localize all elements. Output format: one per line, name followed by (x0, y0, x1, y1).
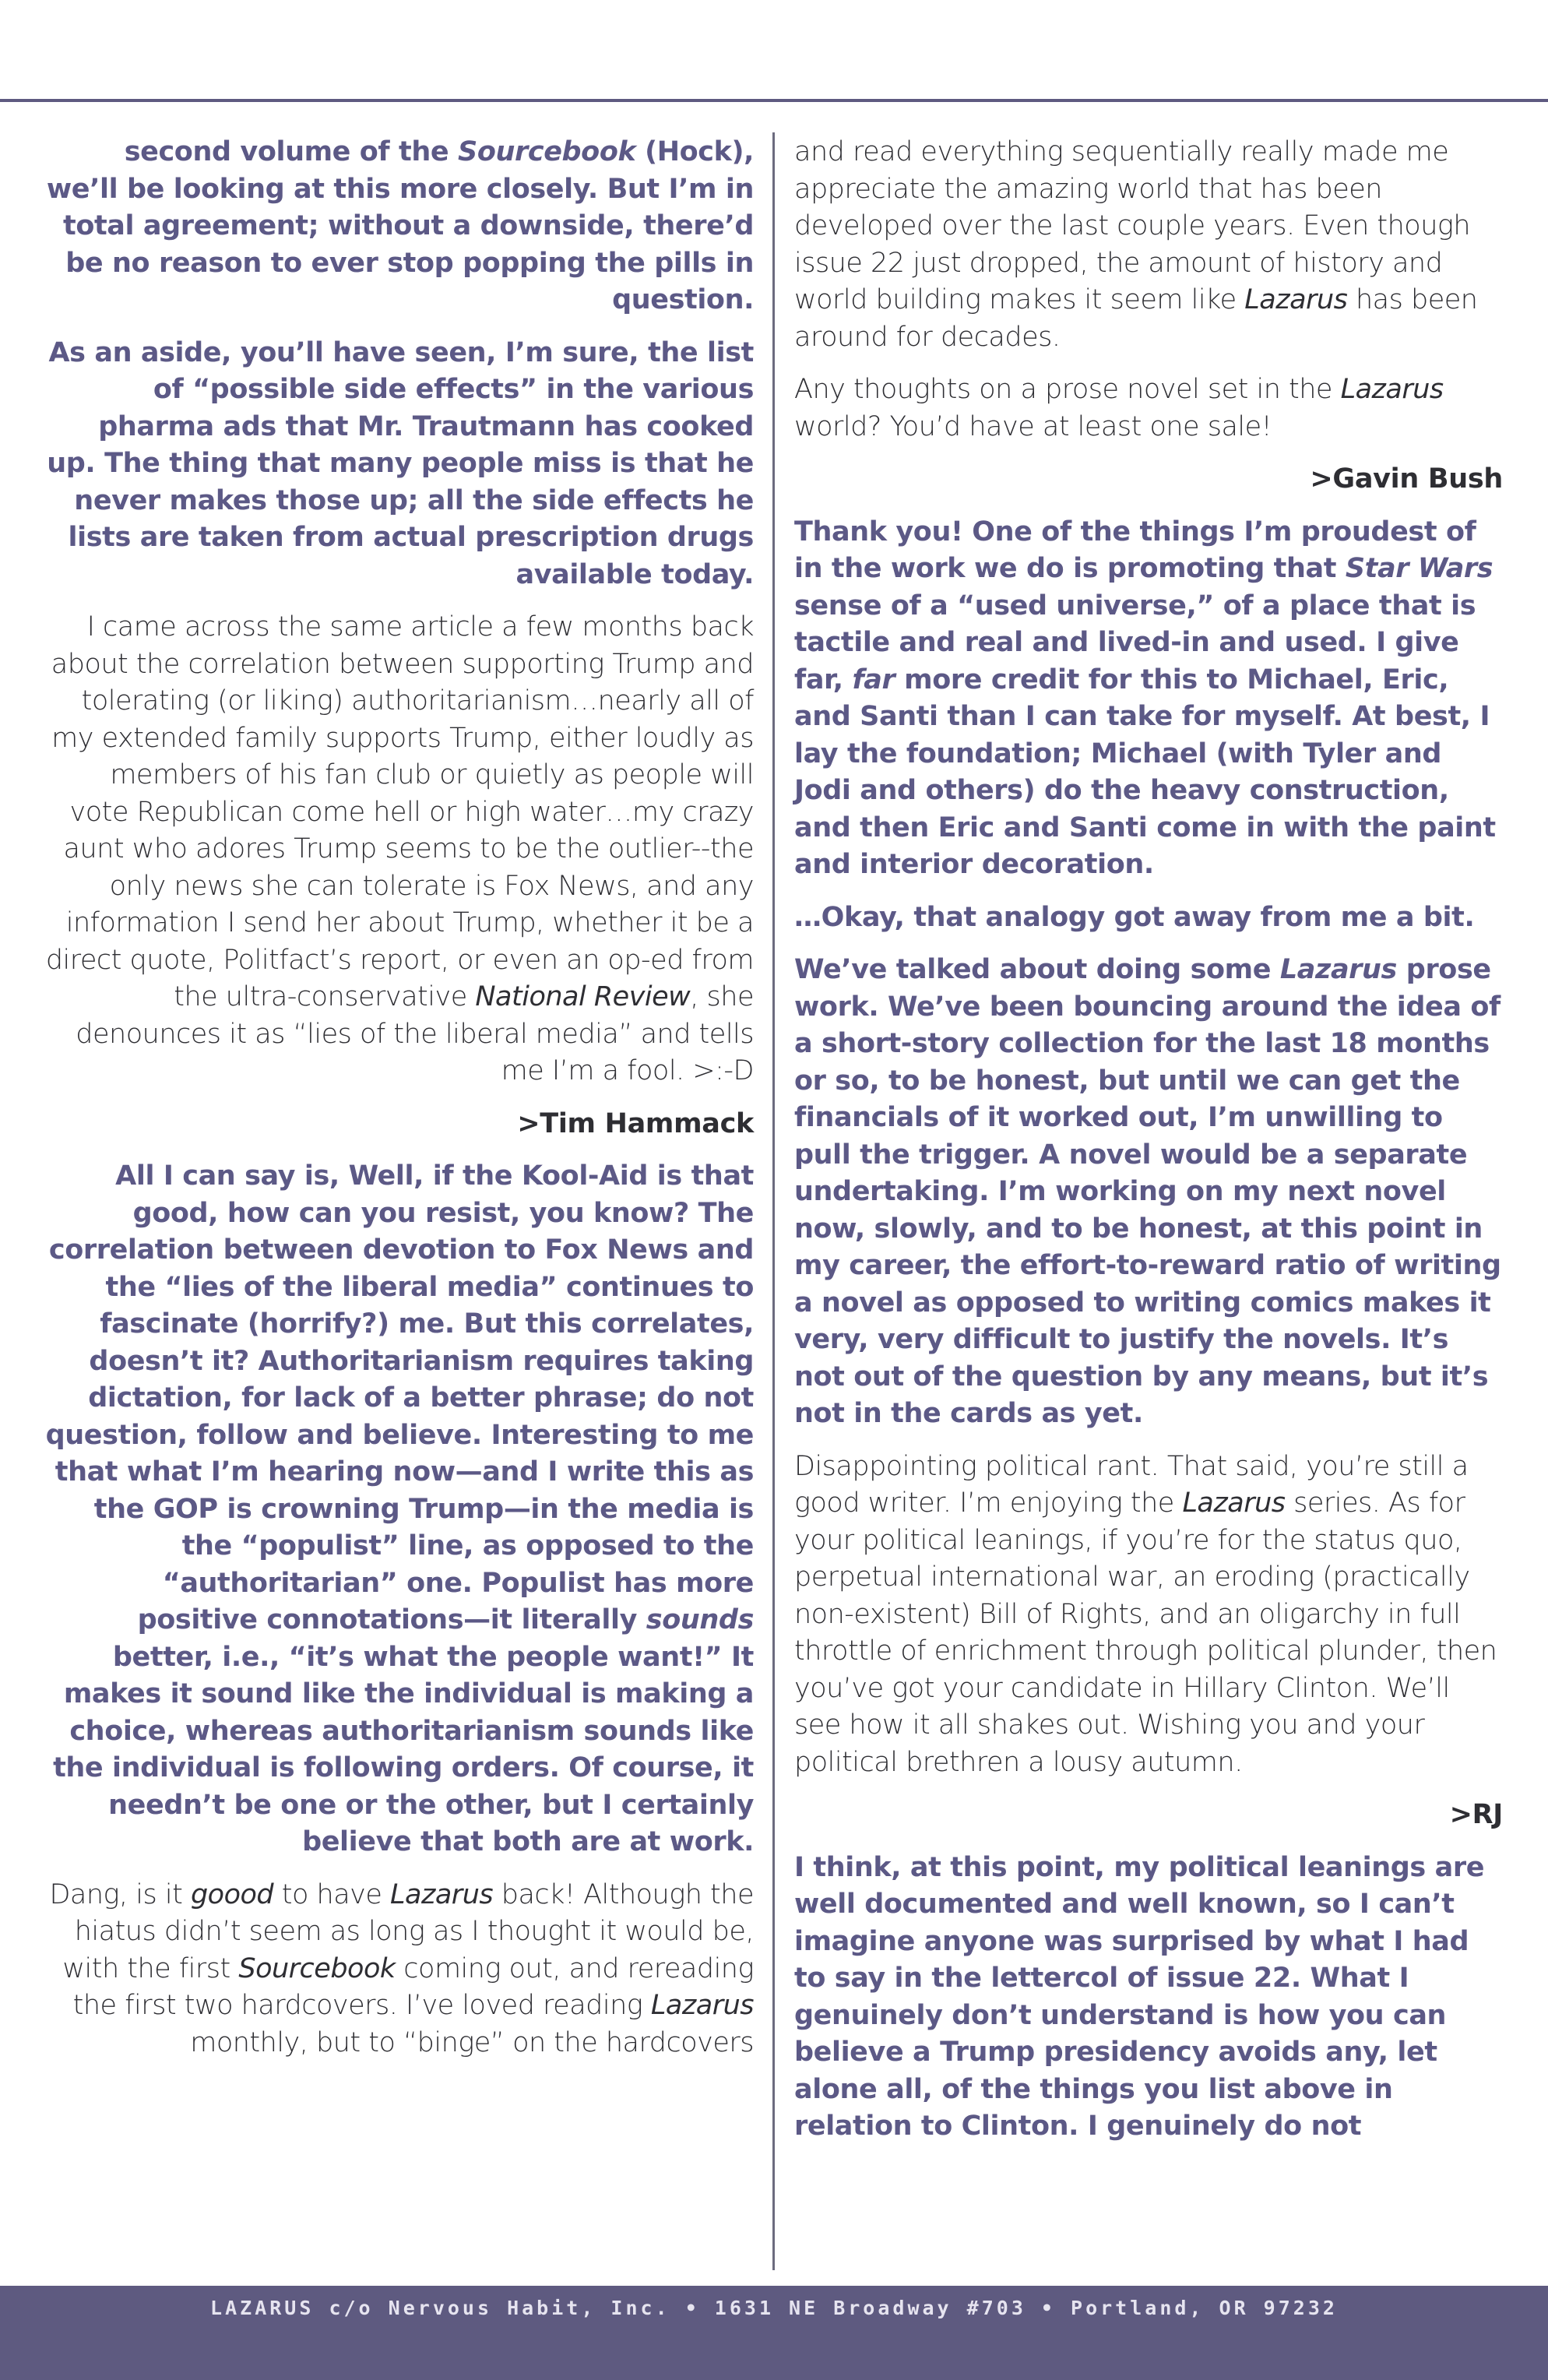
footer-bar (0, 2286, 1548, 2380)
letter-gavin-bush-start: Dang, is it goood to have Lazarus back! Although the hiatus didn’t seem as long as I thought it would be, with the first Sourcebook coming out, and rereading the first two hardcovers. I’ve loved reading Lazarus monthly, but to “binge” on the hardcovers (49, 1878, 754, 2058)
footer-address: LAZARUS c/o Nervous Habit, Inc. • 1631 NE Broadway #703 • Portland, OR 97232 (210, 2297, 1338, 2319)
letter-gavin-bush-cont: and read everything sequentially really made me appreciate the amazing world that has been developed over the last couple years. Even though issue 22 just dropped, the amount of history and world building makes it seem like Lazarus has been around for decades. (794, 136, 1478, 353)
reply-kool-aid: All I can say is, Well, if the Kool-Aid is that good, how can you resist, you know? The correlation between devotion to Fox News and the “lies of the liberal media” continues to fascinate (horrify?) me. But this correlates, doesn’t it? Authoritarianism requires taking dictation, for lack of a better phrase; do not question, follow and believe. Interesting to me that what I’m hearing now—and I write this as the GOP is crowning Trump—in the media is the “populist” line, as opposed to the “authoritarian” one. Populist has more positive connotations—it literally sounds better, i.e., “it’s what the people want!” It makes it sound like the individual is making a choice, whereas authoritarianism sounds like the individual is following orders. Of course, it needn’t be one or the other, but I certainly believe that both are at work. (45, 1160, 754, 1857)
signature-gavin-bush: >Gavin Bush (1310, 463, 1503, 495)
right-column (794, 134, 1503, 2161)
top-rule (0, 99, 1548, 102)
signature-rj: >RJ (1449, 1799, 1503, 1830)
reply-used-universe: Thank you! One of the things I’m proudest of in the work we do is promoting that Star Wars sense of a “used universe,” of a place that is tactile and real and lived-in and used. I give far, far more credit for this to Michael, Eric, and Santi than I can take for myself. At best, I lay the foundation; Michael (with Tyler and Jodi and others) do the heavy construction, and then Eric and Santi come in with the paint and interior decoration. (794, 516, 1496, 880)
letter-gavin-bush-question: Any thoughts on a prose novel set in the Lazarus world? You’d have at least one sale! (794, 374, 1444, 442)
letter-tim-hammack: I came across the same article a few months back about the correlation between supporting Trump and tolerating (or liking) authoritarianism…nearly all of my extended family supports Trump, either loudly as members of his fan club or quietly as people will vote Republican come hell or high water…my crazy aunt who adores Trump seems to be the outlier--the only news she can tolerate is Fox News, and any information I send her about Trump, whether it be a direct quote, Politfact’s report, or even an op-ed from the ultra-conservative National Review, she denounces it as “lies of the liberal media” and tells me I’m a fool. >:-D (45, 611, 754, 1086)
reply-sourcebook: second volume of the Sourcebook (Hock), we’ll be looking at this more closely. But I’m in total agreement; without a downside, there’d be no reason to ever stop popping the pills in question. (46, 136, 754, 315)
reply-analogy: …Okay, that analogy got away from me a bit. (794, 901, 1475, 933)
left-column (45, 134, 754, 2077)
reply-political-leanings: I think, at this point, my political leanings are well documented and well known, so I can’t imagine anyone was surprised by what I had to say in the lettercol of issue 22. What I genuinely don’t understand is how you can believe a Trump presidency avoids any, let alone all, of the things you list above in relation to Clinton. I genuinely do not (794, 1851, 1485, 2142)
reply-side-effects: As an aside, you’ll have seen, I’m sure, the list of “possible side effects” in the various pharma ads that Mr. Trautmann has cooked up. The thing that many people miss is that he never makes those up; all the side effects he lists are taken from actual prescription drugs available today. (47, 336, 754, 590)
signature-tim-hammack: >Tim Hammack (517, 1107, 754, 1139)
reply-prose-work: We’ve talked about doing some Lazarus prose work. We’ve been bouncing around the idea of a short-story collection for the last 18 months or so, to be honest, but until we can get the financials of it worked out, I’m unwilling to pull the trigger. A novel would be a separate undertaking. I’m working on my next novel now, slowly, and to be honest, at this point in my career, the effort-to-reward ratio of writing a novel as opposed to writing comics makes it very, very difficult to justify the novels. It’s not out of the question by any means, but it’s not in the cards as yet. (794, 954, 1501, 1429)
column-divider (772, 132, 775, 2270)
letter-rj: Disappointing political rant. That said, you’re still a good writer. I’m enjoying the Lazarus series. As for your political leanings, if you’re for the status quo, perpetual international war, an eroding (practically non-existent) Bill of Rights, and an oligarchy in full throttle of enrichment through political plunder, then you’ve got your candidate in Hillary Clinton. We’ll see how it all shakes out. Wishing you and your political brethren a lousy autumn. (794, 1450, 1497, 1778)
